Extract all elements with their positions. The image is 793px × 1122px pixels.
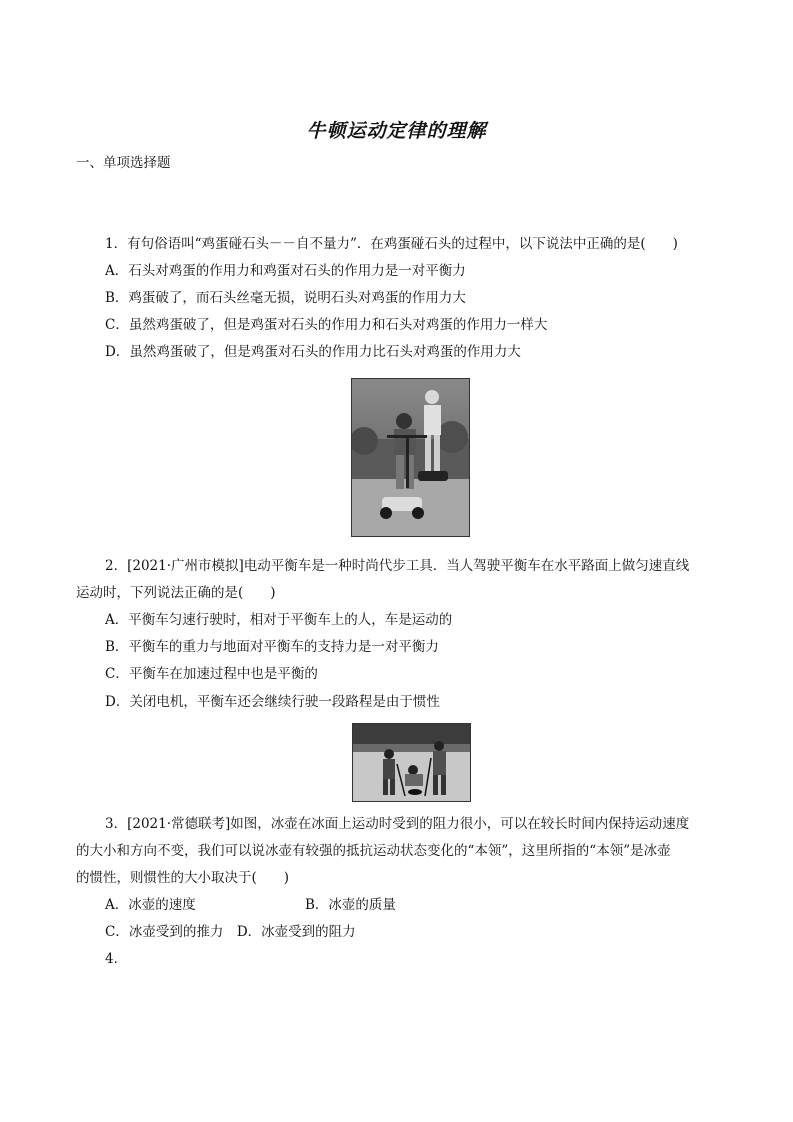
q3-stem-line2: 的大小和方向不变，我们可以说冰壶有较强的抵抗运动状态变化的“本领”，这里所指的“本领”是冰壶 xyxy=(76,843,671,859)
q3-stem-line1: 3．[2021·常德联考]如图，冰壶在冰面上运动时受到的阻力很小，可以在较长时间内保持运动速度 xyxy=(105,816,690,832)
q1-option-c: C．虽然鸡蛋破了，但是鸡蛋对石头的作用力和石头对鸡蛋的作用力一样大 xyxy=(105,317,548,333)
balance-scooter-photo xyxy=(351,378,470,537)
q3-stem-line3: 的惯性，则惯性的大小取决于( ) xyxy=(76,870,290,886)
q4-stem: 4． xyxy=(105,951,128,967)
q2-option-d: D．关闭电机，平衡车还会继续行驶一段路程是由于惯性 xyxy=(105,694,440,710)
q2-option-a: A．平衡车匀速行驶时，相对于平衡车上的人，车是运动的 xyxy=(105,612,453,628)
q1-stem: 1．有句俗语叫“鸡蛋碰石头－－自不量力”．在鸡蛋碰石头的过程中，以下说法中正确的是( ) xyxy=(105,236,678,252)
section-heading: 一、单项选择题 xyxy=(76,155,171,171)
q2-stem-line1: 2．[2021·广州市模拟]电动平衡车是一种时尚代步工具．当人驾驶平衡车在水平路面上做匀速直线 xyxy=(105,558,690,574)
q3-option-b: B．冰壶的质量 xyxy=(305,897,396,913)
q3-option-a: A．冰壶的速度 xyxy=(105,897,196,913)
q1-option-d: D．虽然鸡蛋破了，但是鸡蛋对石头的作用力比石头对鸡蛋的作用力大 xyxy=(105,344,521,360)
q2-stem-line2: 运动时，下列说法正确的是( ) xyxy=(76,585,276,601)
q2-option-c: C．平衡车在加速过程中也是平衡的 xyxy=(105,666,318,682)
curling-photo xyxy=(352,723,471,802)
q1-option-a: A．石头对鸡蛋的作用力和鸡蛋对石头的作用力是一对平衡力 xyxy=(105,263,466,279)
q2-option-b: B．平衡车的重力与地面对平衡车的支持力是一对平衡力 xyxy=(105,639,439,655)
q1-option-b: B．鸡蛋破了，而石头丝毫无损，说明石头对鸡蛋的作用力大 xyxy=(105,290,466,306)
q3-option-cd: C．冰壶受到的推力 D．冰壶受到的阻力 xyxy=(105,924,356,940)
page-title: 牛顿运动定律的理解 xyxy=(306,120,487,142)
